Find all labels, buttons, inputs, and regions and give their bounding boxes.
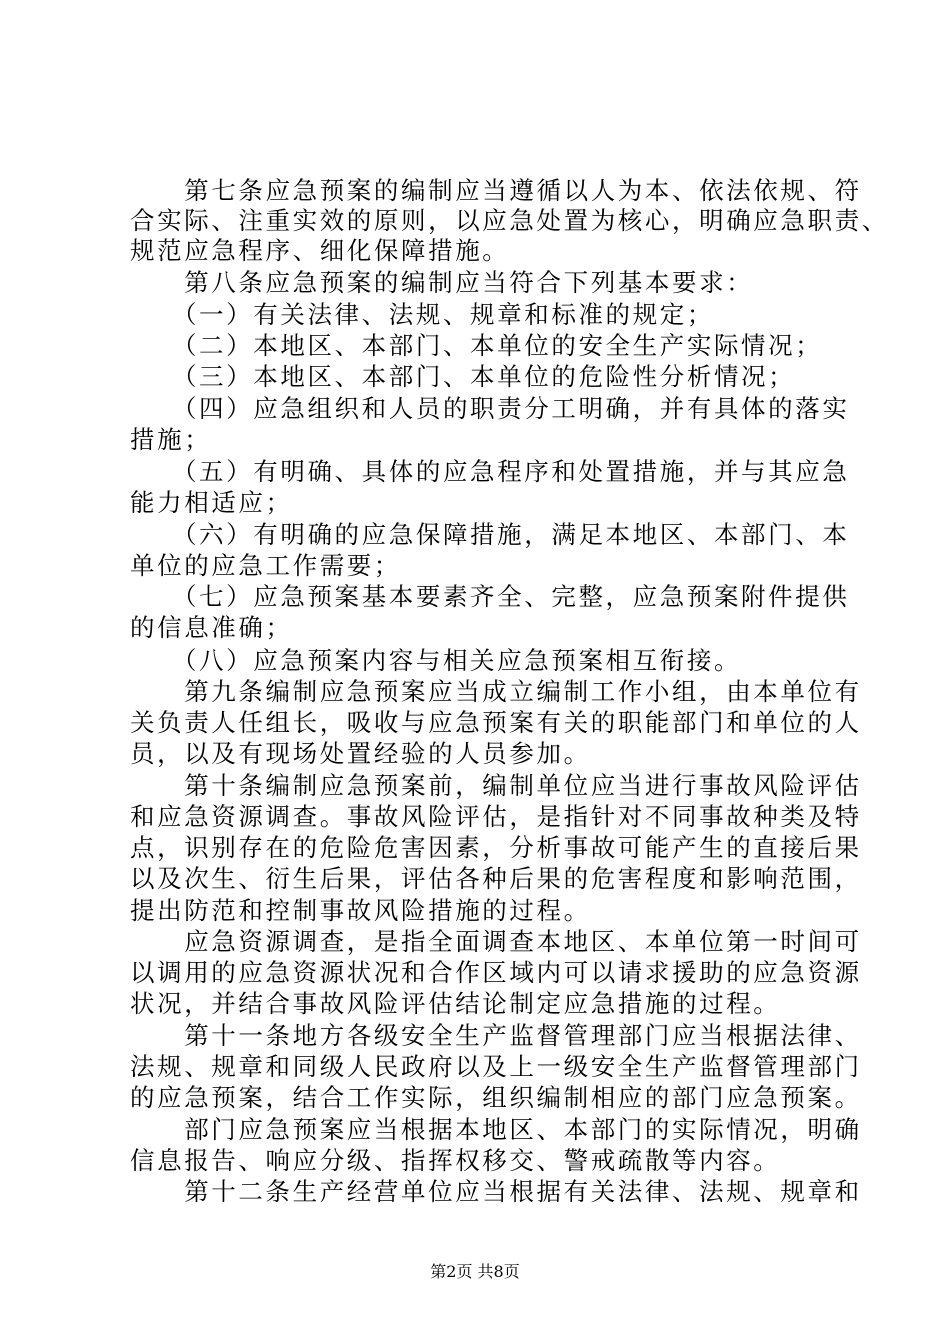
text-line: 应急资源调查，是指全面调查本地区、本单位第一时间可 [130,927,862,956]
text-line: 信息报告、响应分级、指挥权移交、警戒疏散等内容。 [130,1146,781,1175]
text-line: 能力相适应； [130,488,293,517]
text-line: 和应急资源调查。事故风险评估，是指针对不同事故种类及特 [130,802,862,831]
text-line: 措施； [130,425,212,454]
text-line: 规范应急程序、细化保障措施。 [130,236,510,265]
text-line: 的应急预案，结合工作实际，组织编制相应的部门应急预案。 [130,1083,862,1112]
text-line: 关负责人任组长，吸收与应急预案有关的职能部门和单位的人 [130,708,862,737]
text-line: 合实际、注重实效的原则，以应急处置为核心，明确应急职责、 [130,206,889,235]
text-line: 点，识别存在的危险危害因素，分析事故可能产生的直接后果 [130,833,862,862]
text-line: 状况，并结合事故风险评估结论制定应急措施的过程。 [130,989,781,1018]
text-line: 第八条应急预案的编制应当符合下列基本要求： [130,268,754,297]
text-line: （二）本地区、本部门、本单位的安全生产实际情况； [130,331,823,360]
text-line: （四）应急组织和人员的职责分工明确，并有具体的落实 [130,394,850,423]
text-line: 员，以及有现场处置经验的人员参加。 [130,739,591,768]
text-line: 第十条编制应急预案前，编制单位应当进行事故风险评估 [130,771,862,800]
text-line: 第九条编制应急预案应当成立编制工作小组，由本单位有 [130,677,862,706]
text-line: 以调用的应急资源状况和合作区域内可以请求援助的应急资源 [130,958,862,987]
text-line: （六）有明确的应急保障措施，满足本地区、本部门、本 [130,520,850,549]
page-footer: 第2页 共8页 [430,1262,520,1281]
text-line: （三）本地区、本部门、本单位的危险性分析情况； [130,362,796,391]
text-line: （七）应急预案基本要素齐全、完整，应急预案附件提供 [130,582,850,611]
text-line: 第七条应急预案的编制应当遵循以人为本、依法依规、符 [130,176,862,205]
text-line: 第十二条生产经营单位应当根据有关法律、法规、规章和 [130,1177,862,1206]
text-line: 的信息准确； [130,613,293,642]
text-line: 法规、规章和同级人民政府以及上一级安全生产监督管理部门 [130,1052,862,1081]
text-line: 以及次生、衍生后果，评估各种后果的危害程度和影响范围， [130,864,862,893]
text-line: 第十一条地方各级安全生产监督管理部门应当根据法律、 [130,1021,862,1050]
text-line: （八）应急预案内容与相关应急预案相互衔接。 [130,646,742,675]
text-line: （一）有关法律、法规、规章和标准的规定； [130,300,714,329]
text-line: （五）有明确、具体的应急程序和处置措施，并与其应急 [130,457,850,486]
text-line: 单位的应急工作需要； [130,551,401,580]
text-line: 提出防范和控制事故风险措施的过程。 [130,896,591,925]
text-line: 部门应急预案应当根据本地区、本部门的实际情况，明确 [130,1115,862,1144]
